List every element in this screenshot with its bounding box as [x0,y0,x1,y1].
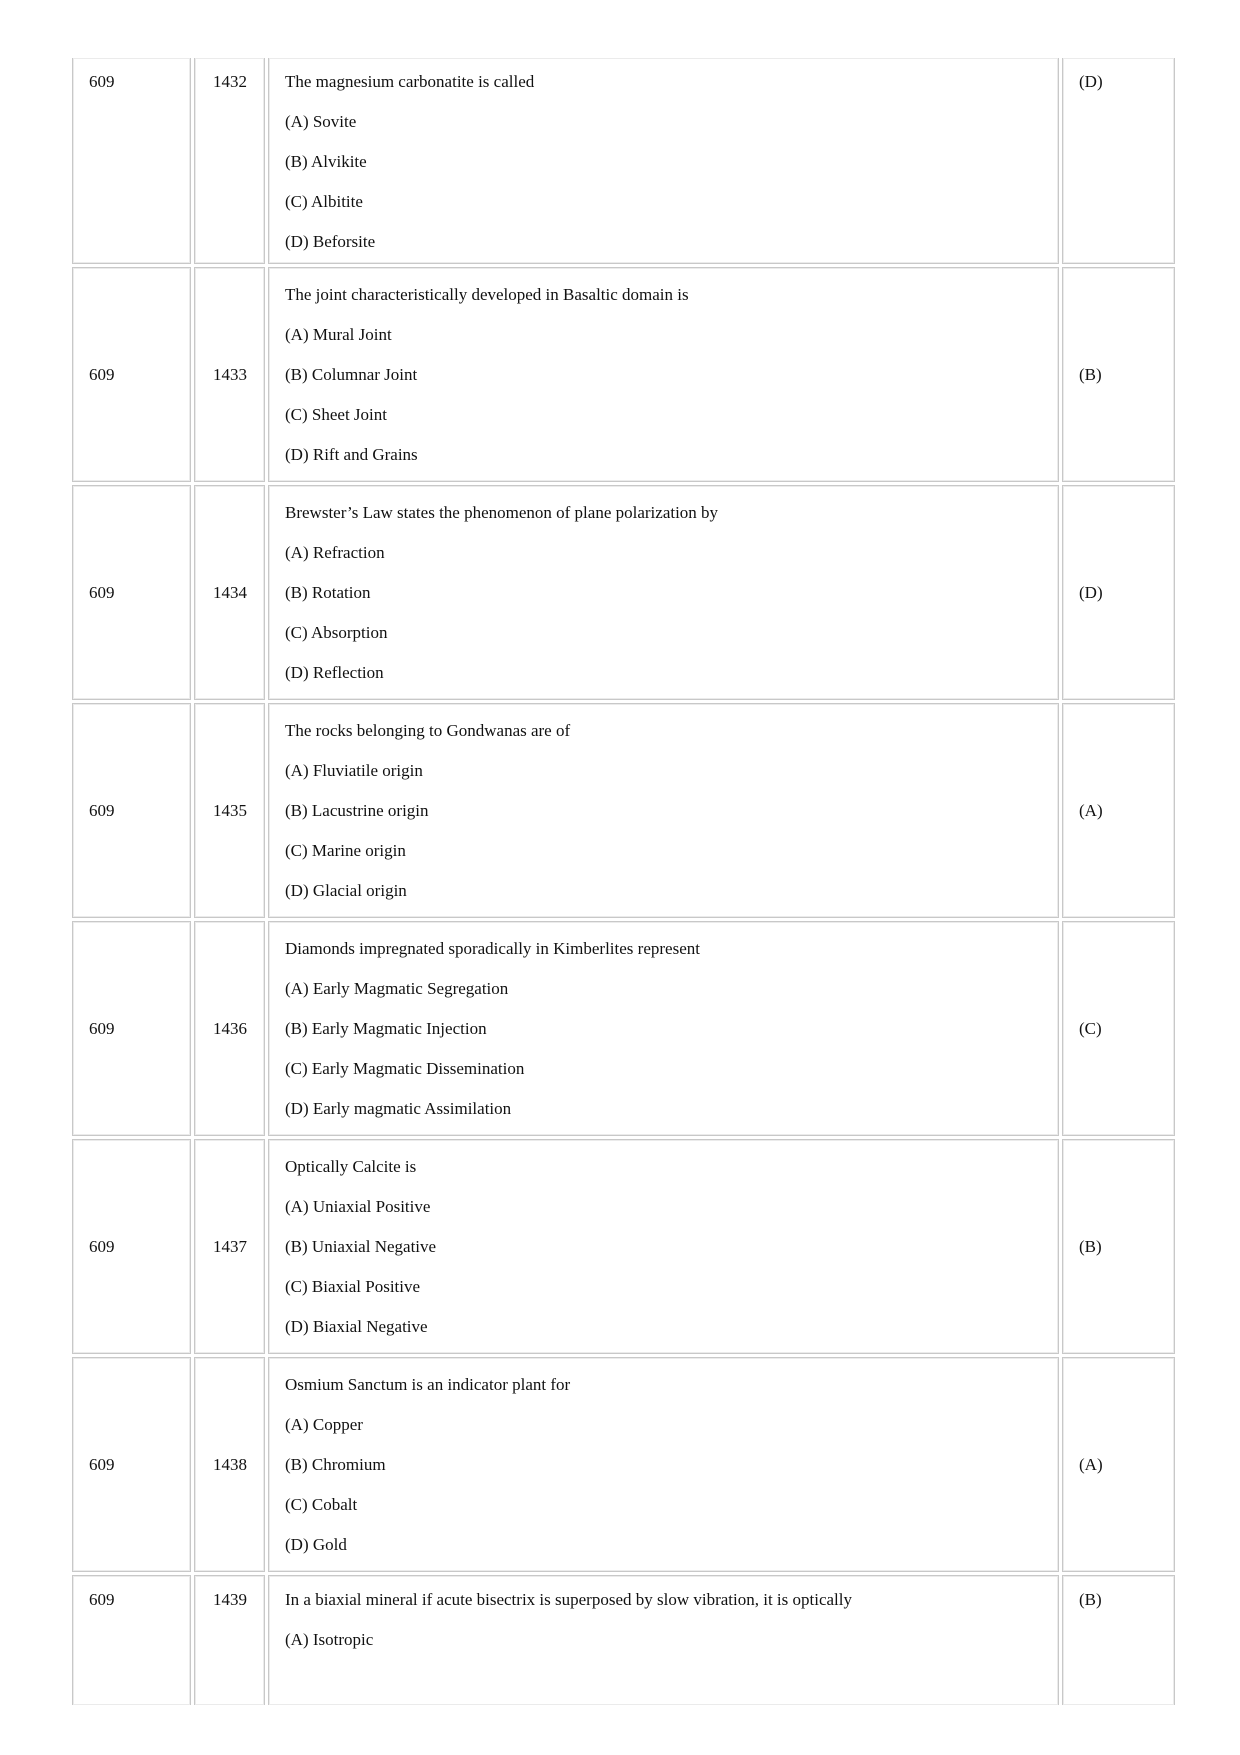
subject-code-cell [72,267,191,482]
option-b: (B) Uniaxial Negative [285,1237,437,1256]
option-c: (C) Albitite [285,192,363,211]
option-a: (A) Early Magmatic Segregation [285,979,509,998]
option-a: (A) Mural Joint [285,325,392,344]
question-number-cell [194,58,265,264]
question-number: 1435 [213,801,247,820]
option-b: (B) Rotation [285,583,371,602]
subject-code: 609 [89,1590,115,1609]
question-text: Brewster’s Law states the phenomenon of plane polarization by [285,503,719,522]
option-b: (B) Columnar Joint [285,365,418,384]
option-c: (C) Marine origin [285,841,406,860]
option-d: (D) Rift and Grains [285,445,418,464]
subject-code: 609 [89,1019,115,1038]
answer-cell [1062,1139,1175,1354]
question-cell [268,485,1059,700]
answer-key: (A) [1079,801,1103,820]
question-text: The magnesium carbonatite is called [285,72,535,91]
answer-cell [1062,1575,1175,1705]
option-b: (B) Early Magmatic Injection [285,1019,487,1038]
table-row [72,267,1178,482]
answer-cell [1062,485,1175,700]
answer-cell [1062,921,1175,1136]
option-d: (D) Glacial origin [285,881,407,900]
answer-key: (D) [1079,583,1103,602]
question-number: 1434 [213,583,247,602]
option-c: (C) Sheet Joint [285,405,387,424]
subject-code-cell [72,921,191,1136]
question-number: 1438 [213,1455,247,1474]
table-row [72,485,1178,700]
question-number: 1433 [213,365,247,384]
option-d: (D) Early magmatic Assimilation [285,1099,512,1118]
question-cell [268,58,1059,264]
subject-code: 609 [89,72,115,91]
subject-code: 609 [89,801,115,820]
question-number-cell [194,1575,265,1705]
question-number-cell [194,267,265,482]
subject-code-cell [72,1575,191,1705]
question-text: The rocks belonging to Gondwanas are of [285,721,571,740]
table-row [72,1357,1178,1572]
question-text: Osmium Sanctum is an indicator plant for [285,1375,571,1394]
option-c: (C) Biaxial Positive [285,1277,421,1296]
question-number: 1439 [213,1590,247,1609]
option-b: (B) Alvikite [285,152,367,171]
option-d: (D) Biaxial Negative [285,1317,428,1336]
question-cell [268,267,1059,482]
answer-cell [1062,1357,1175,1572]
subject-code: 609 [89,1455,115,1474]
question-text: In a biaxial mineral if acute bisectrix is superposed by slow vibration, it is optically [285,1590,853,1609]
question-number-cell [194,921,265,1136]
subject-code-cell [72,703,191,918]
option-a: (A) Uniaxial Positive [285,1197,431,1216]
option-a: (A) Refraction [285,543,385,562]
answer-key: (C) [1079,1019,1102,1038]
table-row [72,1575,1178,1705]
option-d: (D) Beforsite [285,232,376,251]
option-d: (D) Gold [285,1535,347,1554]
subject-code-cell [72,1139,191,1354]
table-row [72,921,1178,1136]
subject-code-cell [72,485,191,700]
option-a: (A) Isotropic [285,1630,374,1649]
answer-cell [1062,58,1175,264]
option-c: (C) Cobalt [285,1495,358,1514]
question-text: The joint characteristically developed in Basaltic domain is [285,285,689,304]
question-number-cell [194,703,265,918]
question-text: Diamonds impregnated sporadically in Kimberlites represent [285,939,700,958]
question-cell [268,921,1059,1136]
option-a: (A) Fluviatile origin [285,761,423,780]
answer-cell [1062,703,1175,918]
subject-code: 609 [89,1237,115,1256]
questions-table [72,58,1178,1708]
question-number: 1437 [213,1237,247,1256]
answer-key: (B) [1079,1590,1102,1609]
option-b: (B) Chromium [285,1455,386,1474]
question-cell [268,1139,1059,1354]
option-c: (C) Absorption [285,623,388,642]
option-c: (C) Early Magmatic Dissemination [285,1059,525,1078]
option-b: (B) Lacustrine origin [285,801,429,820]
subject-code: 609 [89,365,115,384]
answer-key: (B) [1079,365,1102,384]
table-row [72,703,1178,918]
option-a: (A) Copper [285,1415,363,1434]
table-row [72,1139,1178,1354]
subject-code-cell [72,58,191,264]
question-cell [268,703,1059,918]
question-number-cell [194,1357,265,1572]
question-number: 1436 [213,1019,247,1038]
question-text: Optically Calcite is [285,1157,417,1176]
option-a: (A) Sovite [285,112,357,131]
question-number-cell [194,485,265,700]
answer-key: (A) [1079,1455,1103,1474]
option-d: (D) Reflection [285,663,384,682]
question-cell [268,1357,1059,1572]
subject-code-cell [72,1357,191,1572]
table-row [72,58,1178,264]
answer-key: (D) [1079,72,1103,91]
answer-cell [1062,267,1175,482]
subject-code: 609 [89,583,115,602]
question-cell [268,1575,1059,1705]
question-number-cell [194,1139,265,1354]
answer-key: (B) [1079,1237,1102,1256]
question-number: 1432 [213,72,247,91]
